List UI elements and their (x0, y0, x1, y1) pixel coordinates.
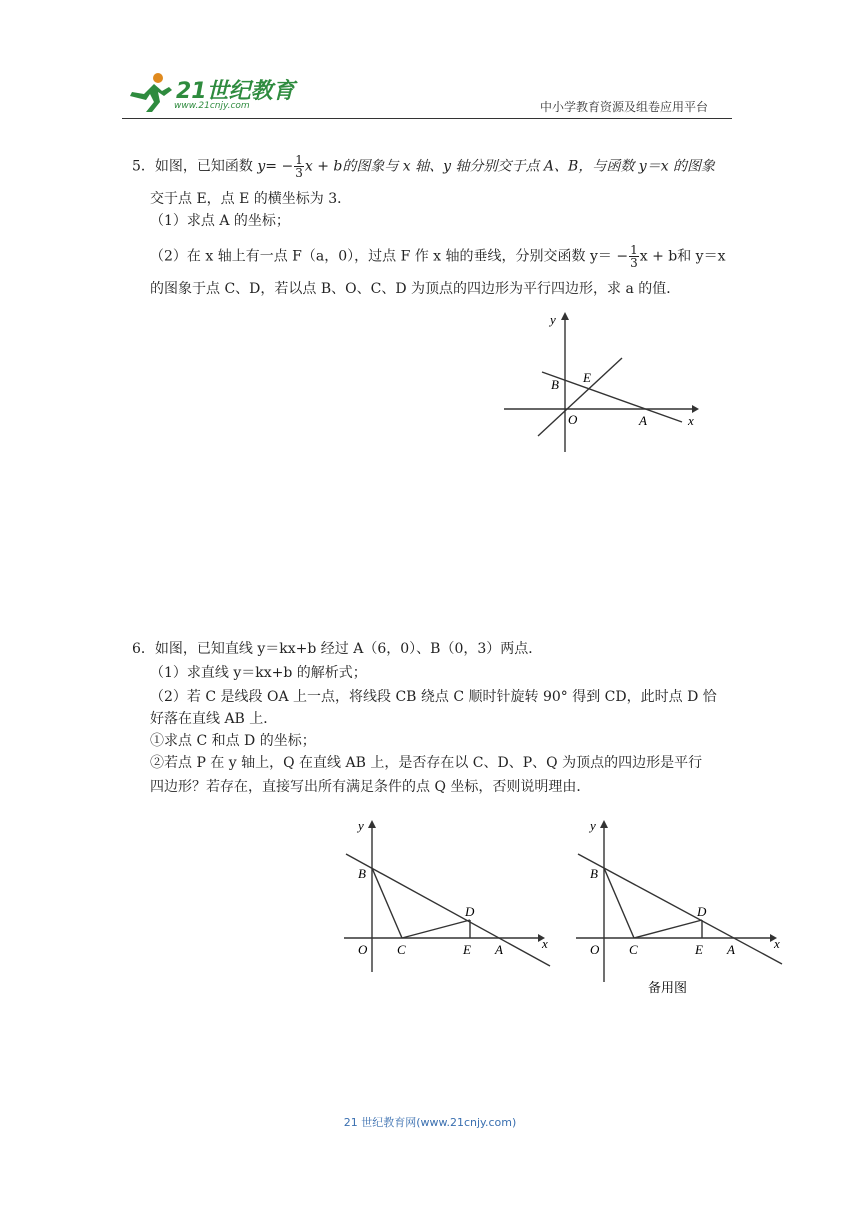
q5-label-y: y (550, 312, 556, 327)
q6-part2-a: （2）若 C 是线段 OA 上一点，将线段 CB 绕点 C 顺时针旋转 90° 得到 CD，此时点 D 恰 (150, 689, 717, 705)
q5-frac-num: 1 (295, 153, 303, 167)
header-platform-text: 中小学教育资源及组卷应用平台 (540, 100, 709, 114)
q6f2-label-a: A (727, 942, 735, 957)
q5-part2-line (150, 244, 725, 269)
q5-part1: （1）求点 A 的坐标； (150, 213, 290, 229)
q6f1-segment-cd (402, 920, 470, 938)
q6f2-label-x: x (774, 936, 780, 951)
q6f2-segment-bc (604, 868, 634, 938)
q6-part1: （1）求直线 y＝kx+b 的解析式； (150, 665, 367, 681)
q5-label-o: O (568, 412, 578, 427)
q6f2-label-y: y (590, 818, 596, 833)
logo-text: 21世纪教育 (176, 79, 295, 104)
q6f2-label-b: B (590, 866, 598, 881)
q5-line-y-eq-x (538, 358, 622, 436)
q6f2-label-c: C (629, 942, 638, 957)
q6f1-label-b: B (358, 866, 366, 881)
q5-line2: 交于点 E，点 E 的横坐标为 3． (150, 191, 352, 207)
q5-frac2-den: 3 (630, 256, 638, 270)
q5-frac-den: 3 (295, 166, 303, 180)
q6f1-label-e: E (463, 942, 471, 957)
q5-line-ab (542, 372, 682, 422)
q6f2-label-o: O (590, 942, 600, 957)
q6f1-label-d: D (465, 904, 475, 919)
q5-frac2-num: 1 (630, 243, 638, 257)
q6f1-label-y: y (358, 818, 364, 833)
q6-sub1: ①求点 C 和点 D 的坐标； (150, 733, 316, 749)
q6f1-label-x: x (542, 936, 548, 951)
q6-figure-1 (340, 814, 560, 996)
q6f2-label-d: D (697, 904, 707, 919)
q6f2-segment-cd (634, 920, 702, 938)
logo-runner-icon (124, 70, 178, 114)
footer-link[interactable]: 21 世纪教育网(www.21cnjy.com) (343, 1116, 517, 1129)
q5-label-x: x (688, 413, 694, 428)
logo-url: www.21cnjy.com (174, 101, 250, 111)
q6f1-label-c: C (397, 942, 406, 957)
q6f2-line-ab (578, 854, 782, 964)
q6-sub2-b: 四边形？若存在，直接写出所有满足条件的点 Q 坐标，否则说明理由． (150, 779, 591, 795)
q5-figure (502, 310, 702, 455)
q5-fraction-2 (629, 244, 639, 269)
q5-label-b: B (551, 377, 559, 392)
q6f2-y-arrow (600, 820, 608, 828)
q6f1-label-a: A (495, 942, 503, 957)
q6f1-segment-bc (372, 868, 402, 938)
q5-label-e: E (583, 370, 591, 385)
q5-line1-eq: = − (265, 158, 294, 175)
q6-line1: 6．如图，已知直线 y＝kx+b 经过 A（6，0）、B（0，3）两点． (132, 641, 543, 657)
q6f2-label-e: E (695, 942, 703, 957)
q5-line1-y: y (257, 158, 266, 175)
q5-y-arrow (561, 312, 569, 320)
q6f1-label-o: O (358, 942, 368, 957)
q6f1-line-ab (346, 854, 550, 966)
q5-x-arrow (692, 405, 699, 413)
q5-part2-c: 的图象于点 C、D，若以点 B、O、C、D 为顶点的四边形为平行四边形，求 a 的值． (150, 281, 681, 297)
q5-line1-a: 5．如图，已知函数 (132, 158, 258, 175)
q6f2-caption: 备用图 (648, 981, 688, 996)
header-divider (122, 118, 732, 119)
q5-line1-b: x + b的图象与 x 轴、y 轴分别交于点 A、B，与函数 y＝x 的图象 (304, 158, 716, 175)
q5-part2-a: （2）在 x 轴上有一点 F（a，0），过点 F 作 x 轴的垂线，分别交函数 y＝ − (150, 248, 629, 265)
q5-fraction (294, 154, 304, 179)
q6-figure-2 (570, 814, 792, 996)
q5-label-a: A (639, 413, 647, 428)
q6-sub2-a: ②若点 P 在 y 轴上，Q 在直线 AB 上，是否存在以 C、D、P、Q 为顶点的四边形是平行 (150, 755, 703, 771)
q5-part2-b: x + b和 y＝x (639, 248, 726, 265)
q6-part2-b: 好落在直线 AB 上． (150, 711, 278, 727)
q5-line1 (132, 154, 715, 179)
q6f1-y-arrow (368, 820, 376, 828)
